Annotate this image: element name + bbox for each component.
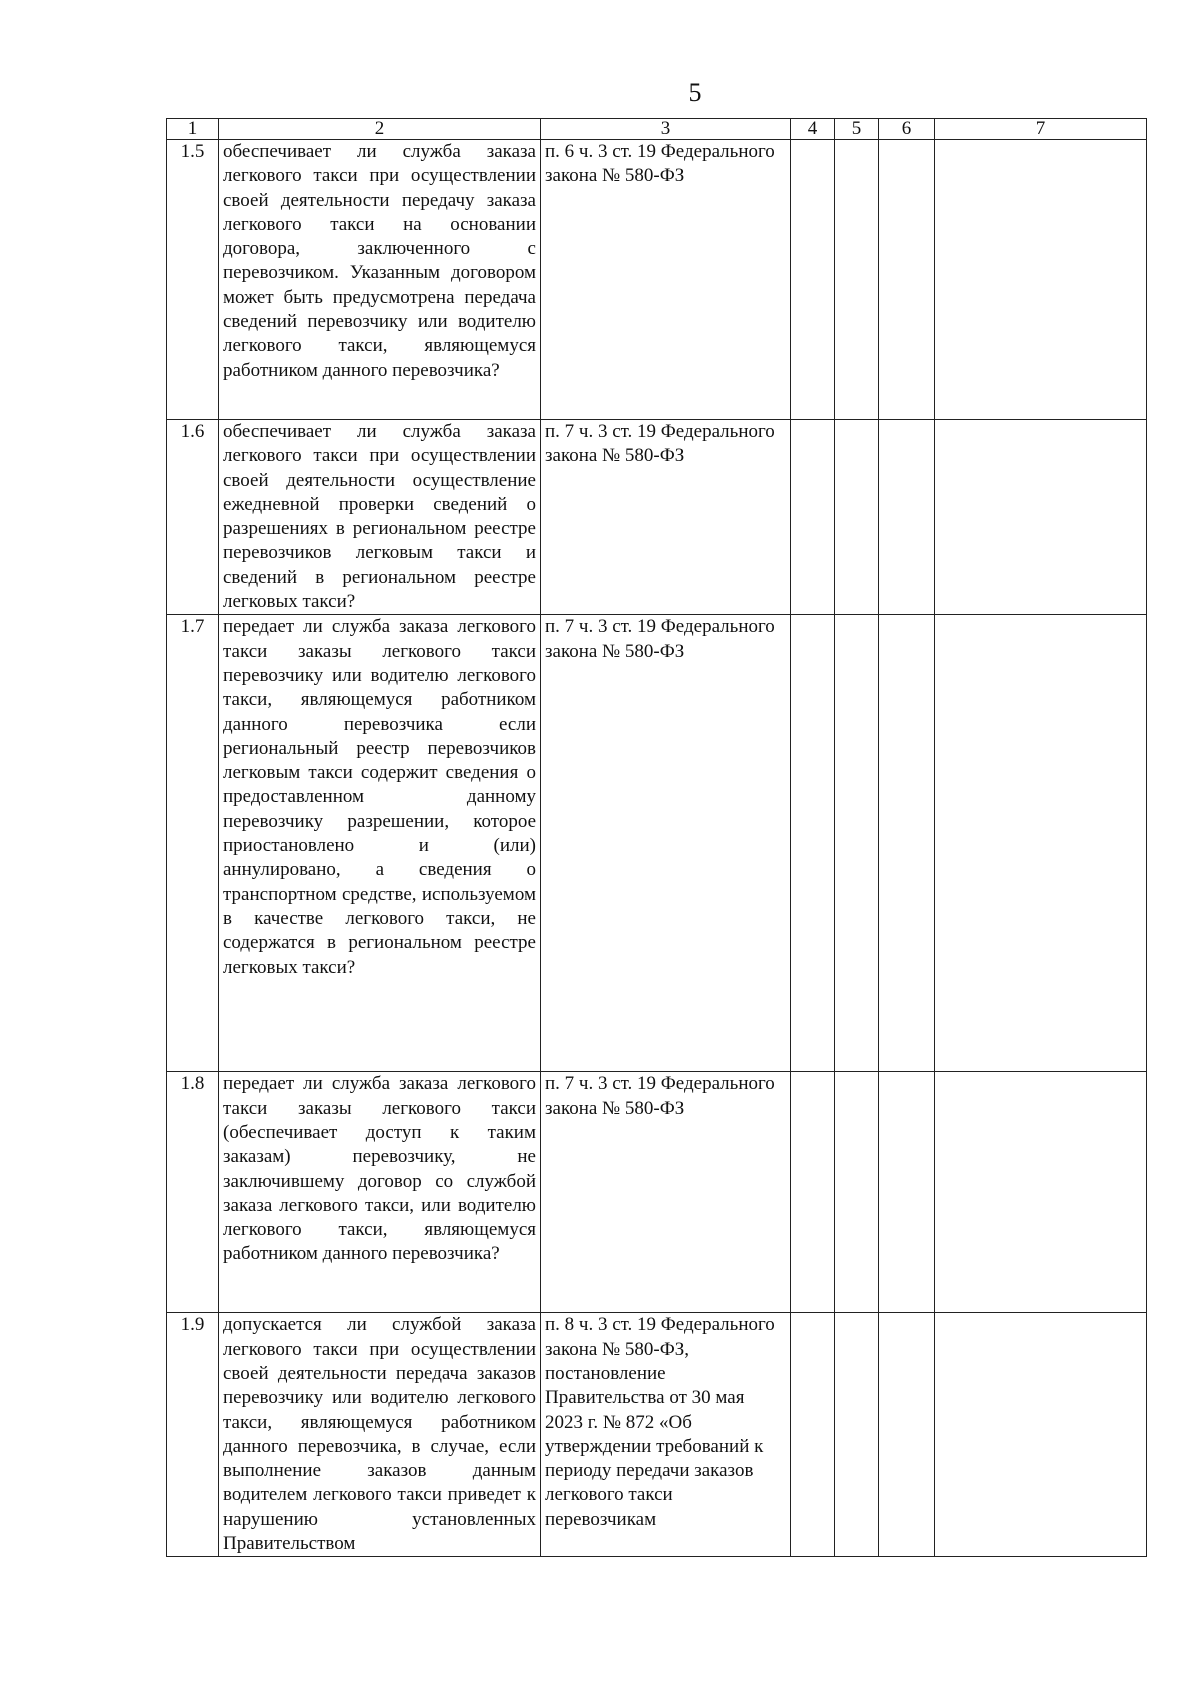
cell-col-4 [791, 615, 835, 1072]
cell-col-5 [835, 420, 879, 615]
cell-col-6 [879, 1072, 935, 1313]
item-number: 1.9 [167, 1313, 219, 1557]
legal-reference: п. 7 ч. 3 ст. 19 Федерального закона № 580-ФЗ [541, 615, 791, 1072]
column-header-1: 1 [167, 119, 219, 140]
legal-reference: п. 7 ч. 3 ст. 19 Федерального закона № 580-ФЗ [541, 1072, 791, 1313]
cell-col-6 [879, 615, 935, 1072]
cell-col-6 [879, 140, 935, 420]
question-text: передает ли служба заказа легкового такси заказы легкового такси перевозчику или водителю легкового такси, являющемуся работником данного перевозчика если региональный реестр перевозчиков легковым такси содержит сведения о предоставленном данному перевозчику разрешении, которое приостановлено и (или) аннулировано, а сведения о транспортном средстве, используемом в качестве легкового такси, не содержатся в региональном реестре легковых такси? [219, 615, 541, 1072]
item-number: 1.6 [167, 420, 219, 615]
cell-col-7 [935, 420, 1147, 615]
cell-col-4 [791, 1313, 835, 1557]
column-header-3: 3 [541, 119, 791, 140]
question-text: допускается ли службой заказа легкового такси при осуществлении своей деятельности передача заказов перевозчику или водителю легкового такси, являющемуся работником данного перевозчика, в случае, если выполнение заказов данным водителем легкового такси приведет к нарушению установленных Правительством [219, 1313, 541, 1557]
cell-col-5 [835, 615, 879, 1072]
checklist-table [166, 118, 1147, 1557]
legal-reference: п. 7 ч. 3 ст. 19 Федерального закона № 580-ФЗ [541, 420, 791, 615]
question-text: передает ли служба заказа легкового такси заказы легкового такси (обеспечивает доступ к таким заказам) перевозчику, не заключившему договор со службой заказа легкового такси, или водителю легкового такси, являющемуся работником данного перевозчика? [219, 1072, 541, 1313]
table-row [167, 140, 1147, 420]
cell-col-4 [791, 1072, 835, 1313]
table-row [167, 420, 1147, 615]
column-header-7: 7 [935, 119, 1147, 140]
page-number: 5 [688, 78, 702, 107]
item-number: 1.8 [167, 1072, 219, 1313]
cell-col-6 [879, 1313, 935, 1557]
cell-col-7 [935, 615, 1147, 1072]
cell-col-5 [835, 140, 879, 420]
column-header-6: 6 [879, 119, 935, 140]
question-text: обеспечивает ли служба заказа легкового такси при осуществлении своей деятельности передачу заказа легкового такси на основании договора, заключенного с перевозчиком. Указанным договором может быть предусмотрена передача сведений перевозчику или водителю легкового такси, являющемуся работником данного перевозчика? [219, 140, 541, 420]
legal-reference: п. 6 ч. 3 ст. 19 Федерального закона № 580-ФЗ [541, 140, 791, 420]
legal-reference: п. 8 ч. 3 ст. 19 Федерального закона № 580-ФЗ, постановление Правительства от 30 мая 2023 г. № 872 «Об утверждении требований к периоду передачи заказов легкового такси перевозчикам [541, 1313, 791, 1557]
column-header-4: 4 [791, 119, 835, 140]
item-number: 1.5 [167, 140, 219, 420]
cell-col-7 [935, 140, 1147, 420]
table-row [167, 615, 1147, 1072]
table-row [167, 1313, 1147, 1557]
cell-col-5 [835, 1313, 879, 1557]
column-header-2: 2 [219, 119, 541, 140]
cell-col-4 [791, 420, 835, 615]
cell-col-7 [935, 1313, 1147, 1557]
table-row [167, 1072, 1147, 1313]
cell-col-6 [879, 420, 935, 615]
header-row [167, 119, 1147, 140]
cell-col-4 [791, 140, 835, 420]
item-number: 1.7 [167, 615, 219, 1072]
cell-col-5 [835, 1072, 879, 1313]
question-text: обеспечивает ли служба заказа легкового такси при осуществлении своей деятельности осуществление ежедневной проверки сведений о разрешениях в региональном реестре перевозчиков легковым такси и сведений в региональном реестре легковых такси? [219, 420, 541, 615]
column-header-5: 5 [835, 119, 879, 140]
cell-col-7 [935, 1072, 1147, 1313]
